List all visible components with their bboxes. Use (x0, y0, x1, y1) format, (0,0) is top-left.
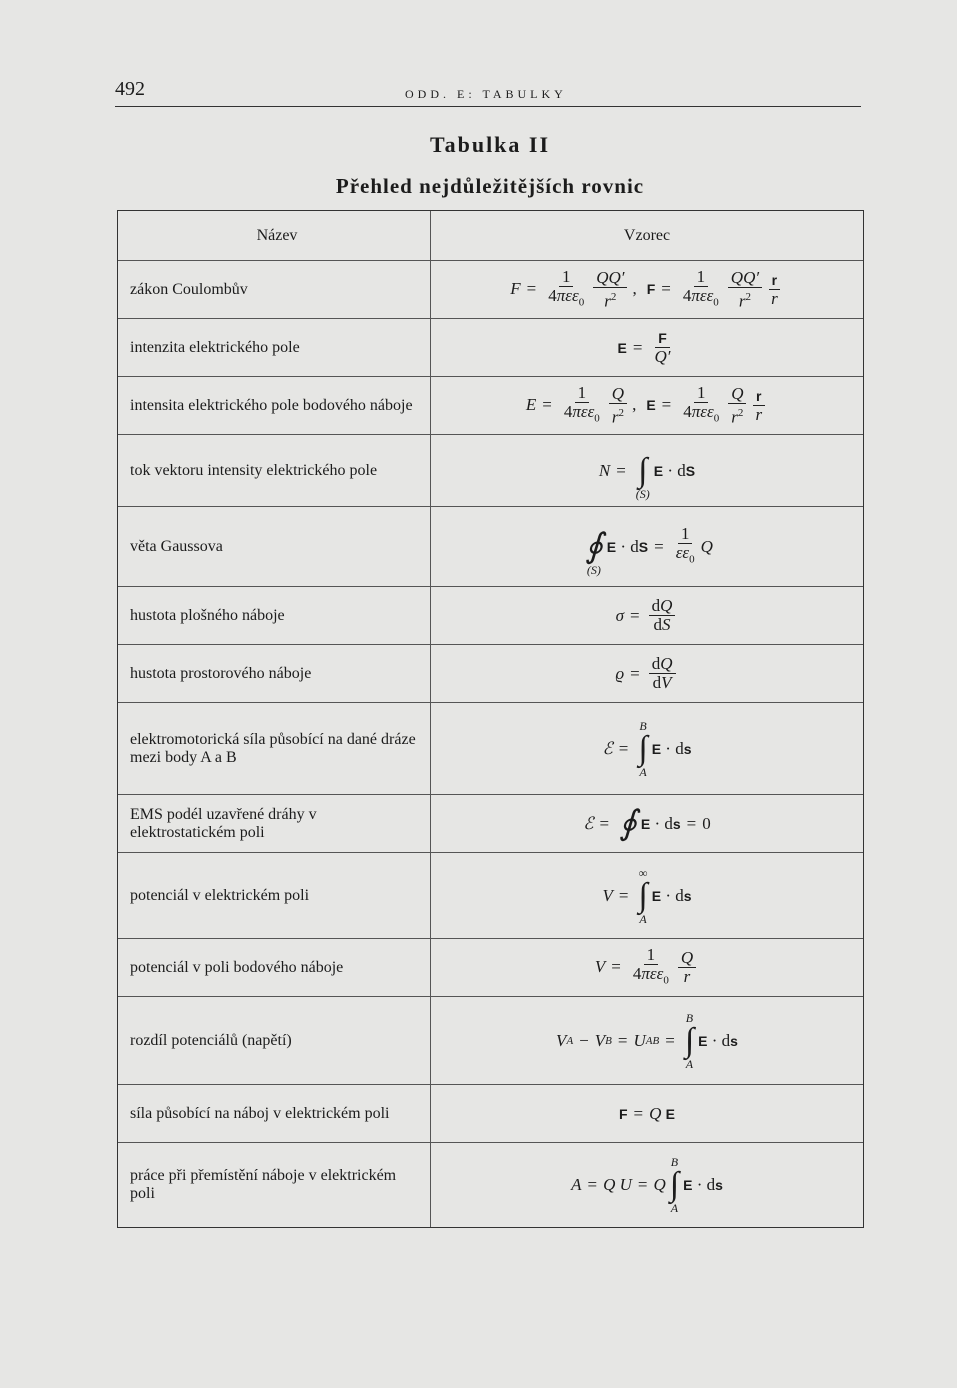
row-formula (431, 1143, 863, 1227)
row-name: síla působící na náboj v elektrickém poli (118, 1085, 431, 1142)
formula-point-potential: V = $\frac{1}{4\pi\varepsilon\varepsilon_0}$ $\frac{Q}{r}$ (595, 946, 699, 989)
table-row (118, 1085, 863, 1143)
row-formula (431, 377, 863, 434)
header-rule (115, 106, 861, 107)
row-formula (431, 853, 863, 938)
row-formula (431, 997, 863, 1084)
row-formula (431, 703, 863, 794)
formula-surface-density: σ = $\frac{dQ}{dS}$ (616, 597, 679, 634)
formula-work: A = Q U = Q B ∫ A E · d s (571, 1155, 723, 1215)
row-name: intensita elektrického pole bodového náboje (118, 377, 431, 434)
row-name: věta Gaussova (118, 507, 431, 586)
row-formula (431, 587, 863, 644)
formula-force: F = Q E (618, 1103, 676, 1123)
row-name: rozdíl potenciálů (napětí) (118, 997, 431, 1084)
table-row (118, 795, 863, 853)
formula-gauss: ∮ (S) E · d S = $\frac{1}{\varepsilon\varepsilon_0}$ Q (585, 523, 713, 577)
row-formula (431, 319, 863, 376)
table-row (118, 587, 863, 645)
table-row (118, 319, 863, 377)
formula-voltage: V A − V B = U AB = B ∫ A E · d s (556, 1010, 738, 1071)
row-formula (431, 261, 863, 318)
row-name: hustota plošného náboje (118, 587, 431, 644)
table-title: Tabulka II (429, 132, 551, 157)
row-name: hustota prostorového náboje (118, 645, 431, 702)
row-name: práce při přemístění náboje v elektrickém poli (118, 1143, 431, 1227)
formula-flux: N = ∫ (S) E · d S (598, 451, 696, 501)
table-row (118, 997, 863, 1085)
table-row (118, 261, 863, 319)
row-name: tok vektoru intensity elektrického pole (118, 435, 431, 506)
row-formula (431, 435, 863, 506)
table-row (118, 703, 863, 795)
row-formula (431, 507, 863, 586)
formula-point-charge-field: E = $\frac{1}{4\pi\varepsilon\varepsilon_0}$ $\frac{Q}{r^2}$ , E = $\frac{1}{4\pi\varepsilon\varepsilon_0}$ $\frac{Q}{r^2}$ $\frac{r}{r}$ (526, 384, 768, 427)
formula-coulomb: F = $\frac{1}{4\pi\varepsilon\varepsilon_0}$ $\frac{QQ'}{r^2}$ , F = $\frac{1}{4\pi\varepsilon\varepsilon_0}$ $\frac{QQ'}{r^2}$ $\frac{r}{r}$ (510, 268, 783, 311)
table-header-row (118, 211, 863, 261)
formula-closed-emf: ℰ = ∮ E · d s = 0 (583, 804, 711, 842)
table-row (118, 853, 863, 939)
row-formula (431, 645, 863, 702)
row-name: potenciál v poli bodového náboje (118, 939, 431, 996)
formula-potential: V = ∞ ∫ A E · d s (602, 865, 692, 926)
formula-field-intensity: E = $\frac{F}{Q'}$ (617, 330, 671, 366)
running-head: ODD. E: TABULKY (405, 87, 567, 101)
table-row (118, 377, 863, 435)
table-row (118, 939, 863, 997)
row-formula (431, 1085, 863, 1142)
table-row (118, 1143, 863, 1227)
table-row (118, 435, 863, 507)
column-header-formula: Vzorec (623, 226, 671, 244)
table-row (118, 507, 863, 587)
equation-table (117, 210, 864, 1228)
row-name: zákon Coulombův (118, 261, 431, 318)
table-row (118, 645, 863, 703)
formula-emf: ℰ = B ∫ A E · d s (602, 718, 692, 779)
row-name: potenciál v elektrickém poli (118, 853, 431, 938)
row-name: elektromotorická síla působící na dané dráze mezi body A a B (118, 703, 431, 794)
row-name: EMS podél uzavřené dráhy v elektrostatickém poli (118, 795, 431, 852)
formula-volume-density: ϱ = $\frac{dQ}{dV}$ (616, 655, 679, 692)
row-name: intenzita elektrického pole (118, 319, 431, 376)
column-header-name: Název (118, 211, 431, 260)
table-subtitle: Přehled nejdůležitějších rovnic (335, 174, 645, 198)
row-formula (431, 939, 863, 996)
page-number: 492 (115, 78, 145, 100)
row-formula (431, 795, 863, 852)
page-header (115, 78, 860, 108)
